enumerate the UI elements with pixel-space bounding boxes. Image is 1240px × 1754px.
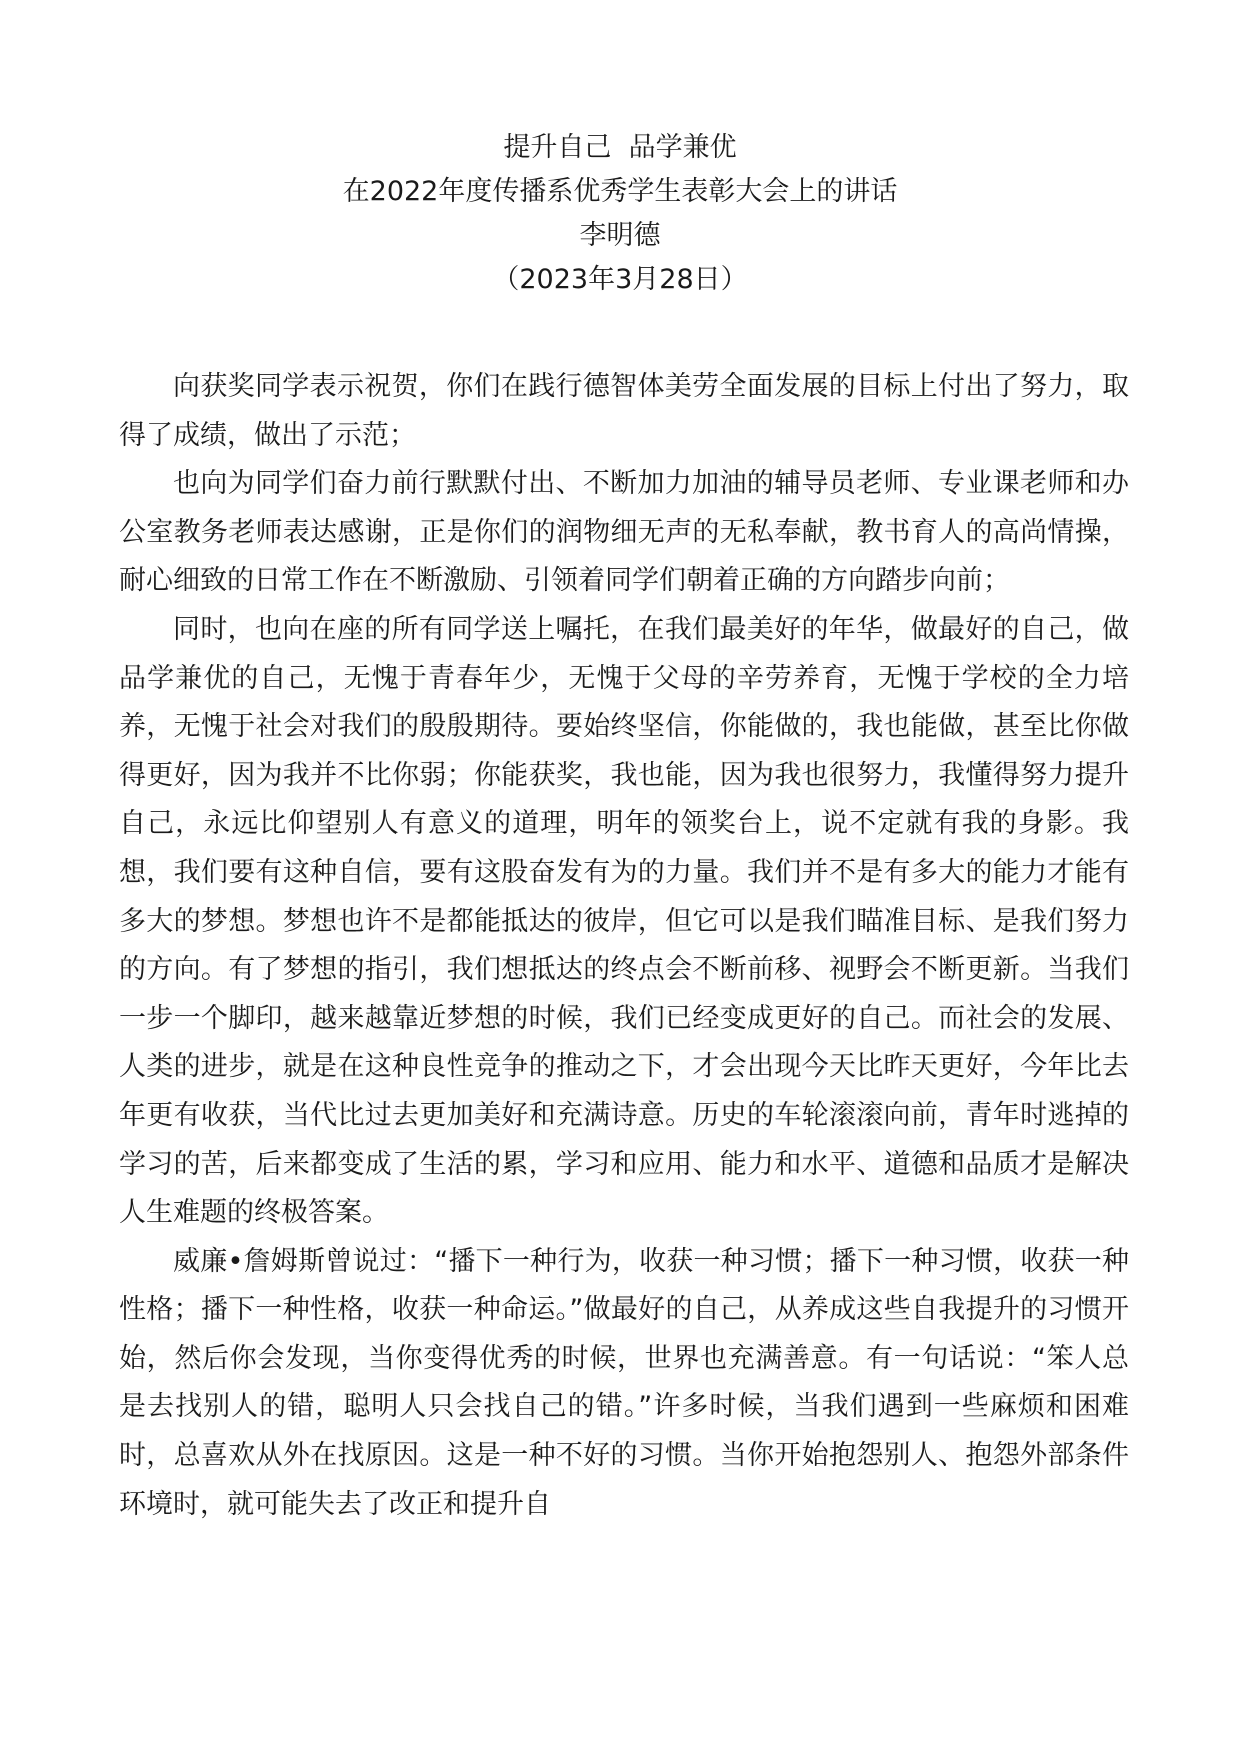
document-subtitle: 在2022年度传播系优秀学生表彰大会上的讲话 <box>342 176 898 207</box>
document-title: 提升自己 品学兼优 <box>503 132 737 163</box>
paragraph: 向获奖同学表示祝贺，你们在践行德智体美劳全面发展的目标上付出了努力，取得了成绩，做出了示范； <box>119 371 1129 451</box>
paragraph: 同时，也向在座的所有同学送上嘱托，在我们最美好的年华，做最好的自己，做品学兼优的自己，无愧于青春年少，无愧于父母的辛劳养育，无愧于学校的全力培养，无愧于社会对我们的殷殷期待。要始终坚信，你能做的，我也能做，甚至比你做得更好，因为我并不比你弱；你能获奖，我也能，因为我也很努力，我懂得努力提升自己，永远比仰望别人有意义的道理，明年的领奖台上，说不定就有我的身影。我想，我们要有这种自信，要有这股奋发有为的力量。我们并不是有多大的能力才能有多大的梦想。梦想也许不是都能抵达的彼岸，但它可以是我们瞄准目标、是我们努力的方向。有了梦想的指引，我们想抵达的终点会不断前移、视野会不断更新。当我们一步一个脚印，越来越靠近梦想的时候，我们已经变成更好的自己。而社会的发展、人类的进步，就是在这种良性竞争的推动之下，才会出现今天比昨天更好，今年比去年更有收获，当代比过去更加美好和充满诗意。历史的车轮滚滚向前，青年时逃掉的学习的苦，后来都变成了生活的累，学习和应用、能力和水平、道德和品质才是解决人生难题的终极答案。 <box>119 613 1129 1229</box>
document-author: 李明德 <box>579 220 661 251</box>
paragraph: 威廉•詹姆斯曾说过：“播下一种行为，收获一种习惯；播下一种习惯，收获一种性格；播下一种性格，收获一种命运。”做最好的自己，从养成这些自我提升的习惯开始，然后你会发现，当你变得优秀的时候，世界也充满善意。有一句话说：“笨人总是去找别人的错，聪明人只会找自己的错。”许多时候，当我们遇到一些麻烦和困难时，总喜欢从外在找原因。这是一种不好的习惯。当你开始抱怨别人、抱怨外部条件环境时，就可能失去了改正和提升自 <box>119 1245 1129 1520</box>
document-date: （2023年3月28日） <box>492 264 748 295</box>
document-body <box>119 363 1129 1529</box>
document-heading <box>0 126 1240 302</box>
paragraph: 也向为同学们奋力前行默默付出、不断加力加油的辅导员老师、专业课老师和办公室教务老师表达感谢，正是你们的润物细无声的无私奉献，教书育人的高尚情操，耐心细致的日常工作在不断激励、引领着同学们朝着正确的方向踏步向前； <box>119 468 1129 597</box>
